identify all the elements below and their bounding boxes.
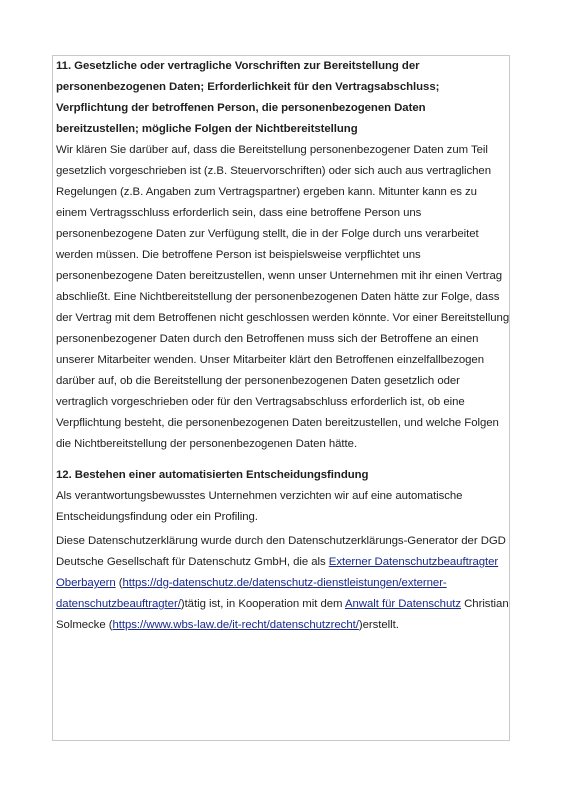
link-wbs-url[interactable]: https://www.wbs-law.de/it-recht/datenschutzrecht/ [112, 619, 359, 631]
section-11-body: Wir klären Sie darüber auf, dass die Bereitstellung personenbezogener Daten zum Teil gesetzlich vorgeschrieben ist (z.B. Steuervorschriften) oder sich auch aus vertraglichen Regelungen (z.B. Angaben zum Vertragspartner) ergeben kann. Mitunter kann es zu einem Vertragsschluss erforderlich sein, dass eine betroffene Person uns personenbezogene Daten zur Verfügung stellt, die in der Folge durch uns verarbeitet werden müssen. Die betroffene Person ist beispielsweise verpflichtet uns personenbezogene Daten bereitzustellen, wenn unser Unternehmen mit ihr einen Vertrag abschließt. Eine Nichtbereitstellung der personenbezogenen Daten hätte zur Folge, dass der Vertrag mit dem Betroffenen nicht geschlossen werden könnte. Vor einer Bereitstellung personenbezogener Daten durch den Betroffenen muss sich der Betroffene an einen unserer Mitarbeiter wenden. Unser Mitarbeiter klärt den Betroffenen einzelfallbezogen darüber auf, ob die Bereitstellung der personenbezogenen Daten gesetzlich oder vertraglich vorgeschrieben oder für den Vertragsabschluss erforderlich ist, ob eine Verpflichtung besteht, die personenbezogenen Daten bereitzustellen, und welche Folgen die Nichtbereitstellung der personenbezogenen Daten hätte. [56, 144, 510, 450]
link-anwalt[interactable]: Anwalt für Datenschutz [344, 598, 461, 610]
section-12-body: Als verantwortungsbewusstes Unternehmen verzichten wir auf eine automatische Entscheidungsfindung oder ein Profiling. [56, 490, 463, 523]
credits-paragraph [56, 531, 510, 636]
credits-text-1: Diese Datenschutzerklärung wurde durch den Datenschutzerklärungs-Generator der DGD Deutsche Gesellschaft für Datenschutz GmbH, die als [56, 535, 506, 568]
link-dgd-url[interactable]: https://dg-datenschutz.de/datenschutz-dienstleistungen/externer-datenschutzbeauftragter/ [56, 577, 447, 610]
credits-text-2: ( [115, 577, 123, 589]
credits-text-3: )tätig ist, in Kooperation mit dem [180, 598, 345, 610]
credits-text-5: )erstellt. [358, 619, 399, 631]
document-content [54, 56, 510, 636]
link-external-dsb[interactable]: Externer Datenschutzbeauftragter Oberbayern [56, 556, 499, 589]
section-11-heading: 11. Gesetzliche oder vertragliche Vorschriften zur Bereitstellung der personenbezogenen Daten; Erforderlichkeit für den Vertragsabschluss; Verpflichtung der betroffenen Person, die personenbezogenen Daten bereitzustellen; mögliche Folgen der Nichtbereitstellung [56, 60, 440, 135]
credits-text-4: Christian Solmecke ( [56, 598, 509, 631]
section-12-heading: 12. Bestehen einer automatisierten Entscheidungsfindung [56, 469, 369, 481]
